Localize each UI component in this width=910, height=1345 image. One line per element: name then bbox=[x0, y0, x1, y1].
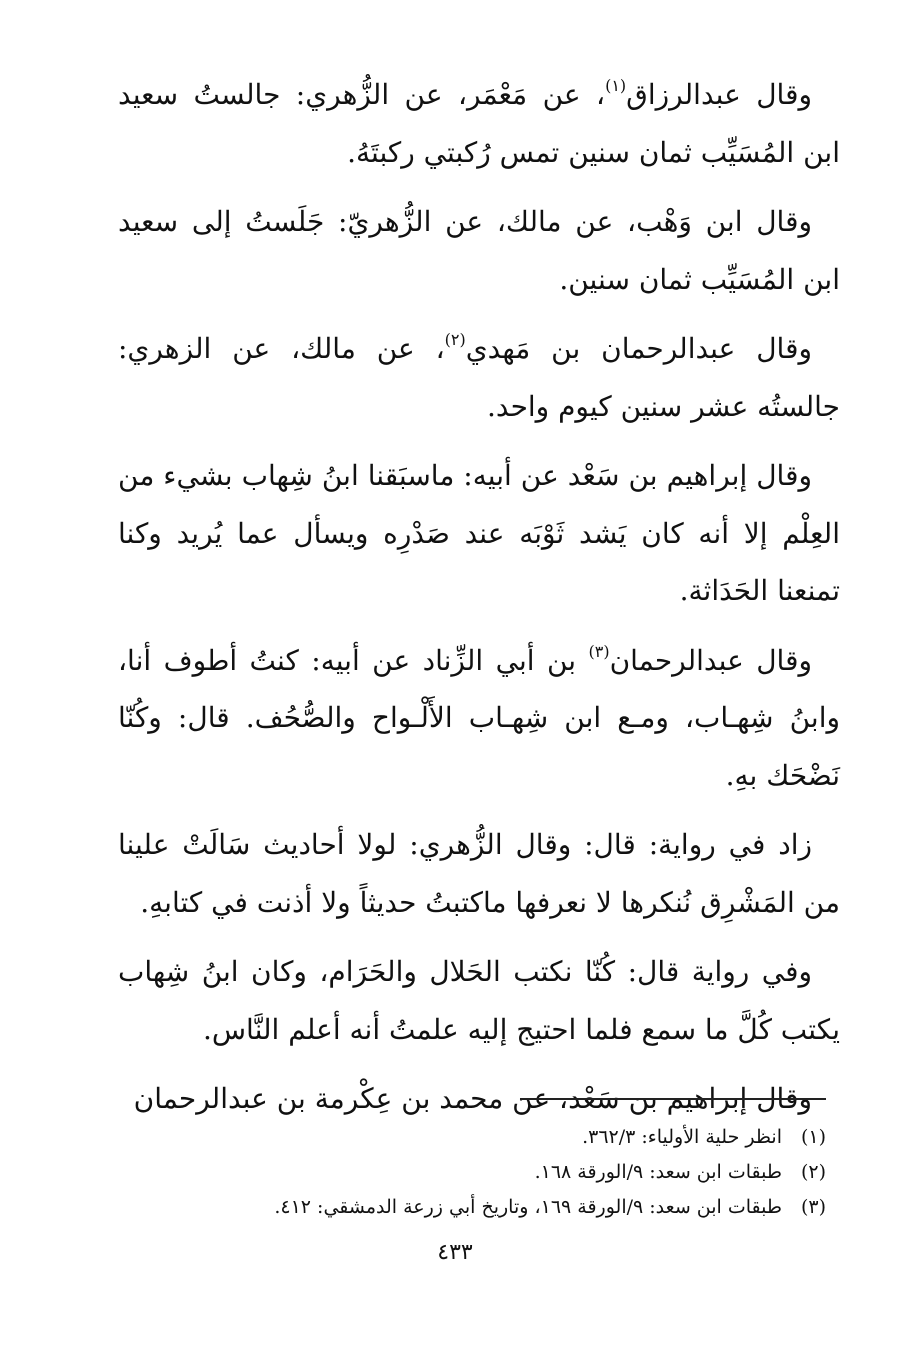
footnote-ref: (٢) bbox=[444, 330, 466, 349]
footnote-divider bbox=[520, 1098, 826, 1100]
paragraph: وقال إبراهيم بن سَعْد عن أبيه: ماسبَقنا ابنُ شِهاب بشيء من العِلْم إلا أنه كان يَشد ثَوْبَه عند صَدْرِه ويسأل عما يُريد وكنا تمنعنا الحَدَاثة. bbox=[118, 459, 840, 607]
paragraph: وفي رواية قال: كُنّا نكتب الحَلال والحَرَام، وكان ابنُ شِهاب يكتب كُلَّ ما سمع فلما احتيج إليه علمتُ أنه أعلم النَّاس. bbox=[118, 955, 840, 1046]
page-number: ٤٣٣ bbox=[437, 1240, 473, 1265]
paragraph: وقال ابن وَهْب، عن مالك، عن الزُّهريّ: جَلَستُ إلى سعيد ابن المُسَيِّب ثمان سنين. bbox=[118, 205, 840, 296]
paragraph: زاد في رواية: قال: وقال الزُّهري: لولا أحاديث سَالَتْ علينا من المَشْرِق نُنكرها لا نعرفها ماكتبتُ حديثاً ولا أذنت في كتابهِ. bbox=[118, 828, 840, 919]
footnote-text: طبقات ابن سعد: ٩/الورقة ١٦٩، وتاريخ أبي زرعة الدمشقي: ٤١٢. bbox=[274, 1196, 782, 1218]
footnotes bbox=[150, 1120, 826, 1225]
footnote-number: (١) bbox=[800, 1126, 826, 1148]
footnote-text: انظر حلية الأولياء: ٣٦٢/٣. bbox=[582, 1126, 782, 1148]
footnote bbox=[150, 1155, 826, 1190]
footnote bbox=[150, 1190, 826, 1225]
footnote-ref: (١) bbox=[605, 76, 627, 95]
paragraph: وقال عبدالرحمان بن مَهدي$^{(٢)}$، عن مالك، عن الزهري: جالستُه عشر سنين كيوم واحد. bbox=[118, 330, 840, 423]
footnote-number: (٢) bbox=[800, 1161, 826, 1183]
paragraph: وقال إبراهيم بن سَعْد، عن محمد بن عِكْرمة بن عبدالرحمان bbox=[133, 1082, 812, 1115]
main-text bbox=[118, 66, 840, 1140]
footnote-text: طبقات ابن سعد: ٩/الورقة ١٦٨. bbox=[534, 1161, 782, 1183]
paragraph: وقال عبدالرزاق$^{(١)}$، عن مَعْمَر، عن الزُّهري: جالستُ سعيد ابن المُسَيِّب ثمان سنين تمس رُكبتي ركبتَهُ. bbox=[118, 76, 840, 169]
footnote bbox=[150, 1120, 826, 1155]
footnote-ref: (٣) bbox=[588, 641, 610, 661]
footnote-number: (٣) bbox=[800, 1196, 826, 1218]
paragraph: وقال عبدالرحمان$^{(٣)}$ بن أبي الزِّناد عن أبيه: كنتُ أطوف أنا، وابنُ شِهـاب، ومـع ابن شِهـاب الأَلْـواح والصُّحُف. قال: وكُنّا نَضْحَك بهِ. bbox=[118, 641, 840, 792]
